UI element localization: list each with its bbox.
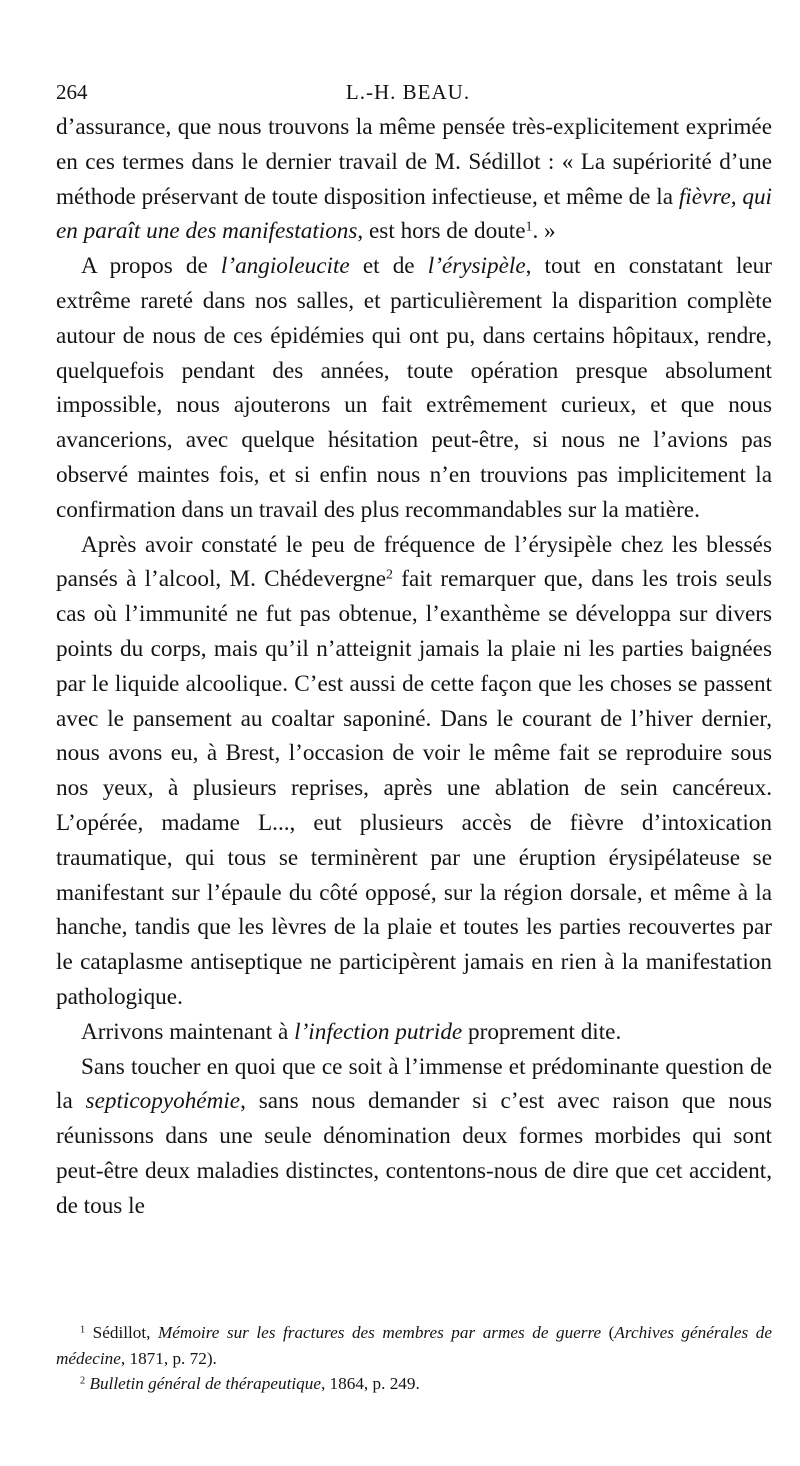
italic-text: fièvre, qui en paraît une des manifestations [56,183,772,245]
footnote-marker: 2 [80,1375,86,1387]
italic-text: l’angioleucite [220,253,350,280]
italic-text: l’érysipèle [427,253,526,280]
paragraph: Arrivons maintenant à l’infection putride proprement dite. [81,1018,622,1045]
italic-text: Mémoire sur les fractures des membres par armes de guerre [157,1323,602,1342]
paragraph: Sans toucher en quoi que ce soit à l’immense et prédominante question de la septicopyohémie, sans nous demander si c’est avec raison que nous réunissons dans une seule dénomination deux formes morbides qui sont peut-être deux maladies distinctes, contentons-nous de dire que cet accident, de tous le [56,1053,772,1219]
footnote-marker: 2 [386,567,393,583]
paragraph: d’assurance, que nous trouvons la même pensée très-explicitement exprimée en ces termes dans le dernier travail de M. Sédillot : « La supériorité d’une méthode préservant de toute disposition infectieuse, et même de la fièvre, qui en paraît une des manifestations, est hors de doute$^1$. » [56,114,772,245]
footnote: $^1$ Sédillot, Mémoire sur les fractures des membres par armes de guerre (Archives générales de médecine, 1871, p. 72). [56,1323,772,1368]
footnotes [56,1320,772,1397]
italic-text: septicopyohémie [85,1088,241,1115]
italic-text: l’infection putride [294,1018,463,1045]
paragraph: Après avoir constaté le peu de fréquence de l’érysipèle chez les blessés pansés à l’alcool, M. Chédevergne$^2$ fait remarquer que, dans les trois seuls cas où l’immunité ne fut pas obtenue, l’exanthème se développa sur divers points du corps, mais qu’il n’atteignit jamais la plaie ni les parties baignées par le liquide alcoolique. C’est aussi de cette façon que les choses se passent avec le pansement au coaltar saponiné. Dans le courant de l’hiver dernier, nous avons eu, à Brest, l’occasion de voir le même fait se reproduire sous nos yeux, à plusieurs reprises, après une ablation de sein cancéreux. L’opérée, madame L..., eut plusieurs accès de fièvre d’intoxication traumatique, qui tous se terminèrent par une éruption érysipélateuse se manifestant sur l’épaule du côté opposé, sur la région dorsale, et même à la hanche, tandis que les lèvres de la plaie et toutes les parties recouvertes par le cataplasme antiseptique ne participèrent jamais en rien à la manifestation pathologique. [56,531,773,1010]
footnote-marker: 1 [525,219,533,235]
italic-text: Archives générales de médecine [56,1323,772,1368]
footnote: $^2$ Bulletin général de thérapeutique, 1864, p. 249. [80,1374,420,1393]
body-text [56,110,772,1224]
paragraph: A propos de l’angioleucite et de l’érysipèle, tout en constatant leur extrême rareté dans nos salles, et particulièrement la disparition complète autour de nous de ces épidémies qui ont pu, dans certains hôpitaux, rendre, quelquefois pendant des années, toute opération presque absolument impossible, nous ajouterons un fait extrêmement curieux, et que nous avancerions, avec quelque hésitation peut-être, si nous ne l’avions pas observé maintes fois, et si enfin nous n’en trouvions pas implicitement la confirmation dans un travail des plus recommandables sur la matière. [56,253,772,523]
page-header [56,80,760,112]
page-number: 264 [56,80,88,104]
footnote-marker: 1 [80,1324,86,1336]
italic-text: Bulletin général de thérapeutique [89,1374,321,1393]
running-head: L.-H. BEAU. [345,80,471,104]
